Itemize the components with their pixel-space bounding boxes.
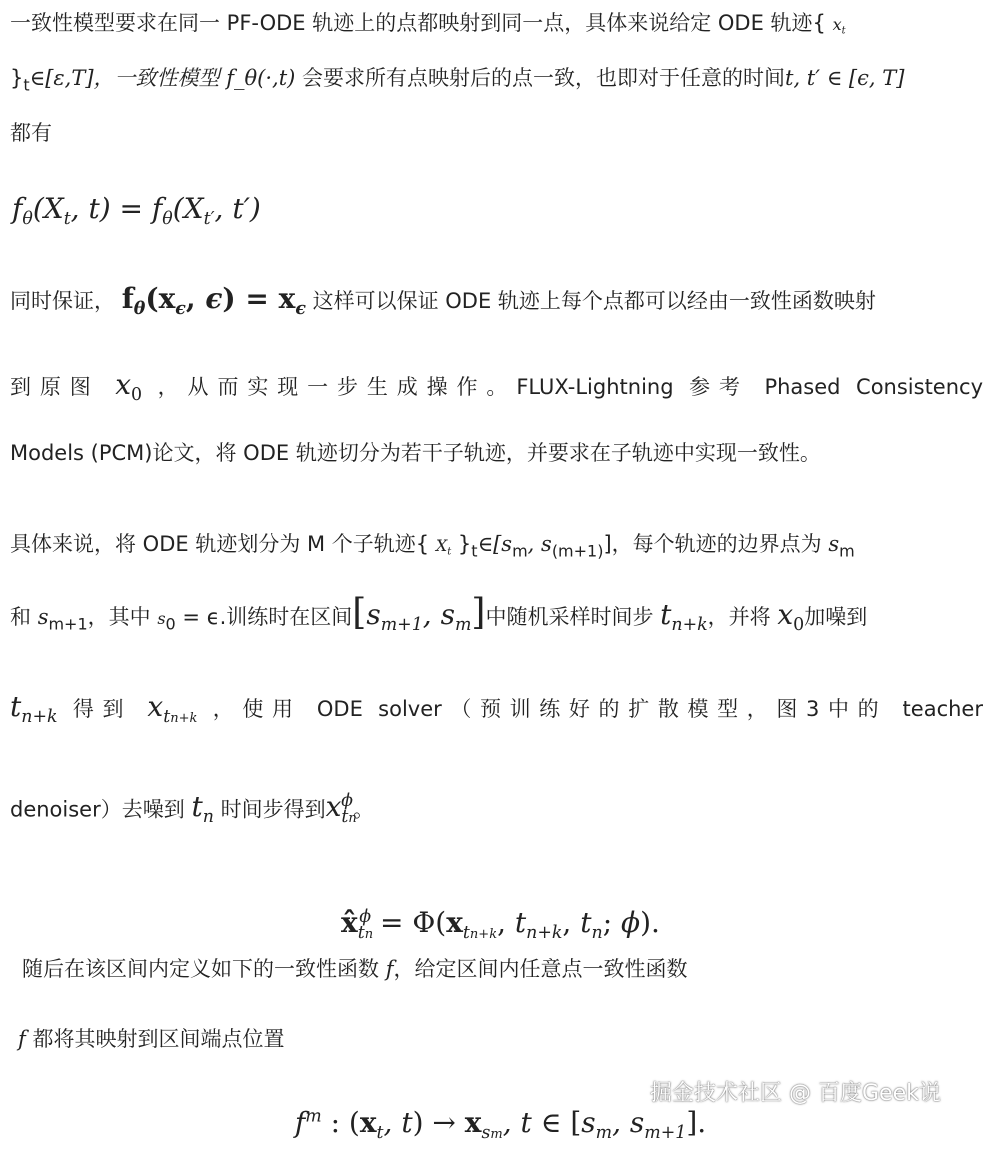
paragraph-line xyxy=(10,594,983,644)
math-sub: m xyxy=(512,541,528,561)
text-run: = ϵ.训练时在区间 xyxy=(182,605,353,629)
text-run: } xyxy=(10,66,24,90)
equation xyxy=(12,190,983,238)
text-run: ，从而实现一步生成操作。FLUX-Lightning 参考 Phased Consistency xyxy=(157,375,984,399)
paragraph-line xyxy=(22,950,983,988)
text-run: 时间步得到 xyxy=(220,797,326,822)
text-run: 得到 xyxy=(72,697,133,721)
text-run: 加噪到 xyxy=(804,605,868,629)
paragraph-line xyxy=(10,688,983,738)
text-run: 这样可以保证 ODE 轨迹上每个点都可以经由一致性函数映射 xyxy=(312,289,876,313)
text-run: ∈[ε,T]，一致性模型 xyxy=(29,66,220,90)
math-sub: (m+1) xyxy=(551,541,604,561)
math-inline: $x_t$ xyxy=(832,15,846,37)
math-inline: $t_{n+k}$ xyxy=(660,598,708,636)
math-inline: $x_{tn}^\phi$ xyxy=(325,790,357,828)
math-sub: m xyxy=(839,541,855,561)
paragraph-line: 都有 xyxy=(10,121,52,145)
math-inline: s xyxy=(828,532,840,556)
text-run: 一致性模型要求在同一 PF-ODE 轨迹上的点都映射到同一点，具体来说给定 ODE 轨迹{ xyxy=(10,11,826,35)
equation-body: $f_\theta(X_t$, $t) = f_\theta(X_{t'}$, t′) xyxy=(12,192,261,230)
paragraph-line xyxy=(10,4,983,50)
math-inline: $x_{tn+k}$ xyxy=(147,690,198,728)
math-inline: $X_t$ xyxy=(435,536,452,558)
math-inline: $f_\theta(x_\epsilon$, $\epsilon) = x_\epsilon$ xyxy=(121,282,306,320)
math-inline: [$s_{m+1}$, $s_m$] xyxy=(352,592,486,636)
math-inline: f_θ(·,t) xyxy=(226,66,296,90)
text-run: ，其中 xyxy=(87,605,151,629)
math-inline: $x_0$ xyxy=(115,368,143,406)
math-sub: m+1 xyxy=(48,614,88,634)
math-inline: $x_0$ xyxy=(777,598,805,636)
paragraph-line xyxy=(10,525,983,571)
text-run: 和 xyxy=(10,605,31,629)
math-sub: 0 xyxy=(165,614,176,634)
math-inline: s xyxy=(37,605,49,629)
text-run: ，给定区间内任意点一致性函数 xyxy=(393,957,688,981)
equation xyxy=(0,898,1001,954)
math-inline: f xyxy=(18,1027,26,1051)
text-run: } xyxy=(457,532,472,556)
text-run: 会要求所有点映射后的点一致，也即对于任意的时间 xyxy=(302,66,786,90)
equation-body: $f^m$ : ($x_t$, $t) \to x_{sm}$, t ∈ [$s_m$, $s_{m+1}$]. xyxy=(294,1106,707,1144)
text-run: ∈[s xyxy=(477,532,513,556)
text-run: 同时保证， xyxy=(10,289,115,313)
text-run: 随后在该区间内定义如下的一致性函数 xyxy=(22,957,379,981)
text-run: 具体来说，将 ODE 轨迹划分为 M 个子轨迹{ xyxy=(10,532,430,556)
paragraph-line xyxy=(10,280,983,328)
math-inline: f xyxy=(385,957,394,981)
paragraph-line xyxy=(10,59,983,105)
math-sub: t xyxy=(471,541,478,561)
math-inline: t, t′ ∈ [ϵ, T] xyxy=(785,66,905,90)
text-run: , s xyxy=(527,532,552,556)
text-run: ]，每个轨迹的边界点为 xyxy=(603,532,822,556)
text-run: ，使用 ODE solver（预训练好的扩散模型，图3中的 teacher xyxy=(212,697,983,721)
text-run: ，并将 xyxy=(707,605,771,629)
text-run: 都将其映射到区间端点位置 xyxy=(32,1027,285,1051)
math-inline: s xyxy=(157,609,166,628)
text-run: denoiser）去噪到 xyxy=(10,797,185,822)
paragraph-line xyxy=(10,782,983,838)
math-inline: $t_{n+k}$ xyxy=(10,690,58,728)
paragraph-line xyxy=(10,366,983,414)
paragraph-line: Models (PCM)论文，将 ODE 轨迹切分为若干子轨迹，并要求在子轨迹中实现一致性。 xyxy=(10,441,821,465)
math-sub: t xyxy=(23,75,30,95)
math-inline: $t_n$ xyxy=(191,790,214,828)
watermark: 掘金技术社区 @ 百度Geek说 xyxy=(650,1081,941,1106)
paragraph-line xyxy=(18,1020,983,1058)
equation-body: $x̂_{tn}^\phi = \Phi(x_{tn+k}$, $t_{n+k}$, $t_n$; ϕ). xyxy=(341,906,660,944)
text-run: 。 xyxy=(352,797,374,822)
text-run: 到原图 xyxy=(10,375,100,399)
text-run: 中随机采样时间步 xyxy=(485,605,654,629)
